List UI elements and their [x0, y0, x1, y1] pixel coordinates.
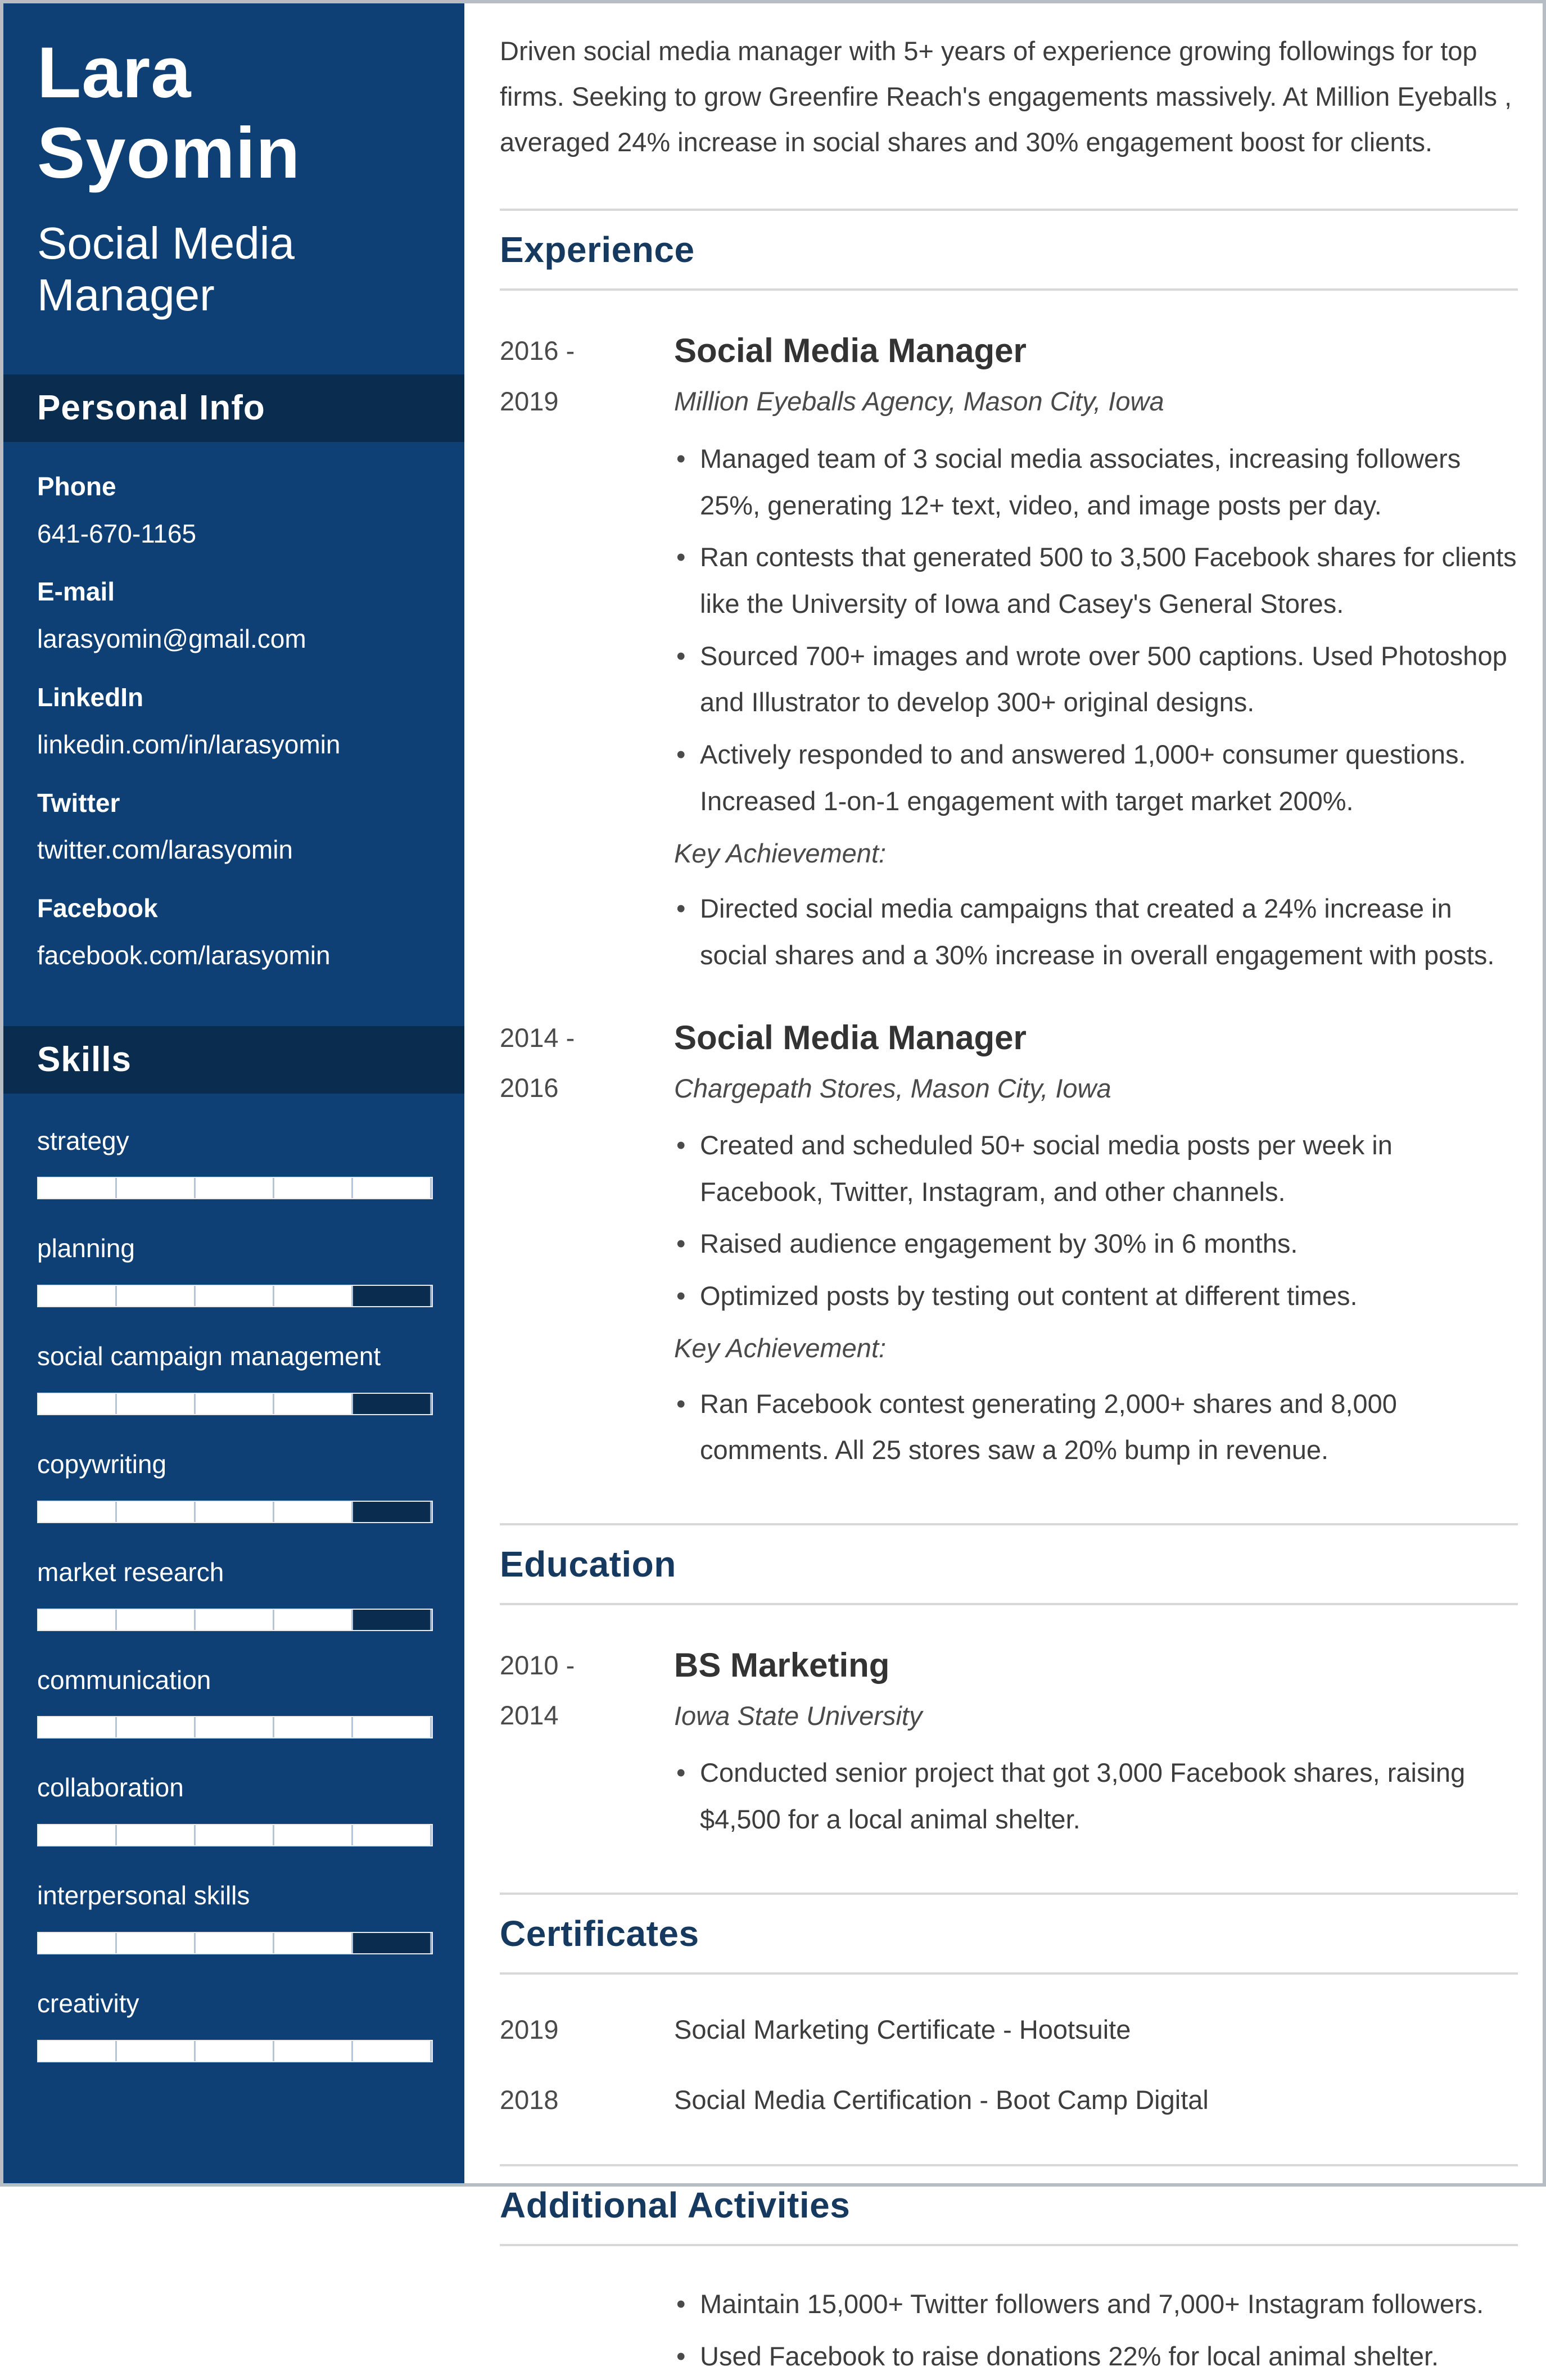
job-role: Social Media Manager	[674, 332, 1027, 370]
skill-item	[37, 1664, 433, 1739]
skill-level-fill	[38, 1933, 353, 1953]
key-achievement-label: Key Achievement:	[674, 1333, 887, 1363]
education-entry	[500, 1640, 1518, 1849]
main-column	[464, 3, 1543, 2372]
bullet: • Actively responded to and answered 1,000+ consumer questions. Increased 1-on-1 engagement with target market 200%.	[674, 731, 1518, 824]
sidebar	[3, 3, 464, 2183]
bullet: • Optimized posts by testing out content at different times.	[674, 1273, 1518, 1320]
entry-body	[674, 326, 1518, 984]
skill-level-bar	[37, 1716, 433, 1738]
certificate-row	[500, 2009, 1518, 2051]
skill-level-bar	[37, 2040, 433, 2062]
bullet: • Directed social media campaigns that created a 24% increase in social shares and a 30% increase in overall engagement with posts.	[674, 886, 1518, 978]
summary-paragraph: Driven social media manager with 5+ years of experience growing followings for top firms. Seeking to grow Greenfire Reach's engagements massively. At Million Eyeballs , averaged 24% increase in social shares and 30% engagement boost for clients.	[500, 36, 1512, 157]
contact-value: twitter.com/larasyomin	[37, 835, 293, 865]
job-org: Million Eyeballs Agency, Mason City, Iowa	[674, 386, 1164, 417]
contact-label: E-mail	[37, 577, 115, 607]
skill-level-bar	[37, 1501, 433, 1523]
skill-name: communication	[37, 1665, 211, 1695]
skill-level-fill	[38, 1286, 353, 1306]
contact-label: Facebook	[37, 893, 158, 923]
date-to: 2014	[500, 1700, 559, 1731]
contact-label: Phone	[37, 471, 116, 501]
section-heading-experience: Experience	[500, 209, 1518, 291]
skill-level-fill	[38, 1610, 353, 1630]
person-job-title: Social Media Manager	[37, 218, 295, 320]
contact-item	[37, 787, 433, 868]
degree: BS Marketing	[674, 1646, 890, 1684]
skill-level-bar	[37, 1285, 433, 1307]
skills-heading: Skills	[3, 1026, 464, 1094]
job-role: Social Media Manager	[674, 1018, 1027, 1056]
skill-item	[37, 1556, 433, 1631]
personal-info-heading: Personal Info	[3, 374, 464, 442]
skill-name: social campaign management	[37, 1342, 381, 1371]
bullet: • Sourced 700+ images and wrote over 500 captions. Used Photoshop and Illustrator to develop 300+ original designs.	[674, 633, 1518, 726]
skill-level-bar	[37, 1609, 433, 1631]
date-from: 2010 -	[500, 1650, 575, 1681]
skill-item	[37, 1340, 433, 1415]
date-from: 2016 -	[500, 336, 575, 366]
experience-entry	[500, 1013, 1518, 1479]
bullet-list	[674, 436, 1518, 825]
contact-value: 641-670-1165	[37, 518, 197, 548]
entry-body	[674, 1640, 1518, 1849]
skill-level-fill	[38, 1502, 353, 1522]
skill-name: strategy	[37, 1126, 129, 1155]
key-bullet-list	[674, 1381, 1518, 1474]
entry-body	[674, 1013, 1518, 1479]
bullet: • Created and scheduled 50+ social media posts per week in Facebook, Twitter, Instagram, and other channels.	[674, 1122, 1518, 1215]
contact-value: larasyomin@gmail.com	[37, 624, 306, 654]
skill-level-bar	[37, 1932, 433, 1954]
certificate-year: 2019	[500, 2014, 559, 2044]
contact-item	[37, 470, 433, 551]
skill-item	[37, 1232, 433, 1307]
skill-item	[37, 1448, 433, 1523]
date-from: 2014 -	[500, 1022, 575, 1053]
school: Iowa State University	[674, 1701, 923, 1731]
person-name: Lara Syomin	[37, 33, 301, 194]
skill-level-bar	[37, 1393, 433, 1415]
skill-level-fill	[38, 1717, 432, 1737]
certificate-list	[500, 2009, 1518, 2121]
skill-item	[37, 1124, 433, 1200]
contact-value: linkedin.com/in/larasyomin	[37, 729, 341, 759]
skills-list	[3, 1094, 464, 2062]
skill-item	[37, 1879, 433, 1954]
job-org: Chargepath Stores, Mason City, Iowa	[674, 1073, 1111, 1103]
certificate-title: Social Media Certification - Boot Camp Digital	[674, 2084, 1209, 2115]
bullet-list	[674, 1750, 1518, 1842]
certificate-year: 2018	[500, 2084, 559, 2115]
skill-name: interpersonal skills	[37, 1881, 250, 1911]
bullet: • Conducted senior project that got 3,000 Facebook shares, raising $4,500 for a local animal shelter.	[674, 1750, 1518, 1842]
bullet: • Ran Facebook contest generating 2,000+ shares and 8,000 comments. All 25 stores saw a 20% bump in revenue.	[674, 1381, 1518, 1474]
contact-item	[37, 681, 433, 762]
entry-dates	[500, 326, 674, 984]
skill-name: collaboration	[37, 1773, 184, 1803]
contact-label: LinkedIn	[37, 682, 144, 712]
skill-name: copywriting	[37, 1449, 167, 1479]
skill-item	[37, 1987, 433, 2062]
entry-dates	[500, 1013, 674, 1479]
bullet: • Maintain 15,000+ Twitter followers and 7,000+ Instagram followers.	[674, 2281, 1518, 2328]
section-heading-certificates: Certificates	[500, 1893, 1518, 1975]
contact-item	[37, 892, 433, 973]
date-to: 2019	[500, 386, 559, 416]
certificate-row	[500, 2080, 1518, 2121]
skill-level-fill	[38, 2041, 432, 2061]
bullet-list	[674, 1122, 1518, 1320]
skill-name: creativity	[37, 1989, 139, 2018]
skill-level-fill	[38, 1825, 432, 1845]
contact-label: Twitter	[37, 788, 120, 818]
experience-entry	[500, 326, 1518, 984]
skill-level-fill	[38, 1394, 353, 1414]
certificate-title: Social Marketing Certificate - Hootsuite	[674, 2014, 1131, 2044]
contact-item	[37, 575, 433, 656]
key-bullet-list	[674, 886, 1518, 978]
contact-value: facebook.com/larasyomin	[37, 940, 331, 970]
section-heading-education: Education	[500, 1523, 1518, 1605]
bullet: • Raised audience engagement by 30% in 6 months.	[674, 1221, 1518, 1267]
bullet: • Used Facebook to raise donations 22% for local animal shelter.	[674, 2333, 1518, 2380]
date-to: 2016	[500, 1072, 559, 1103]
skill-level-bar	[37, 1177, 433, 1199]
skill-level-fill	[38, 1178, 432, 1198]
skill-name: market research	[37, 1557, 224, 1587]
activities-bullet-list	[674, 2281, 1518, 2379]
entry-dates	[500, 1640, 674, 1849]
skill-name: planning	[37, 1234, 135, 1263]
skill-level-bar	[37, 1824, 433, 1846]
key-achievement-label: Key Achievement:	[674, 838, 887, 868]
bullet: • Ran contests that generated 500 to 3,500 Facebook shares for clients like the University of Iowa and Casey's General Stores.	[674, 534, 1518, 627]
bullet: • Managed team of 3 social media associates, increasing followers 25%, generating 12+ text, video, and image posts per day.	[674, 436, 1518, 529]
skill-item	[37, 1771, 433, 1846]
section-heading-activities: Additional Activities	[500, 2164, 1518, 2246]
contact-list	[3, 442, 464, 973]
